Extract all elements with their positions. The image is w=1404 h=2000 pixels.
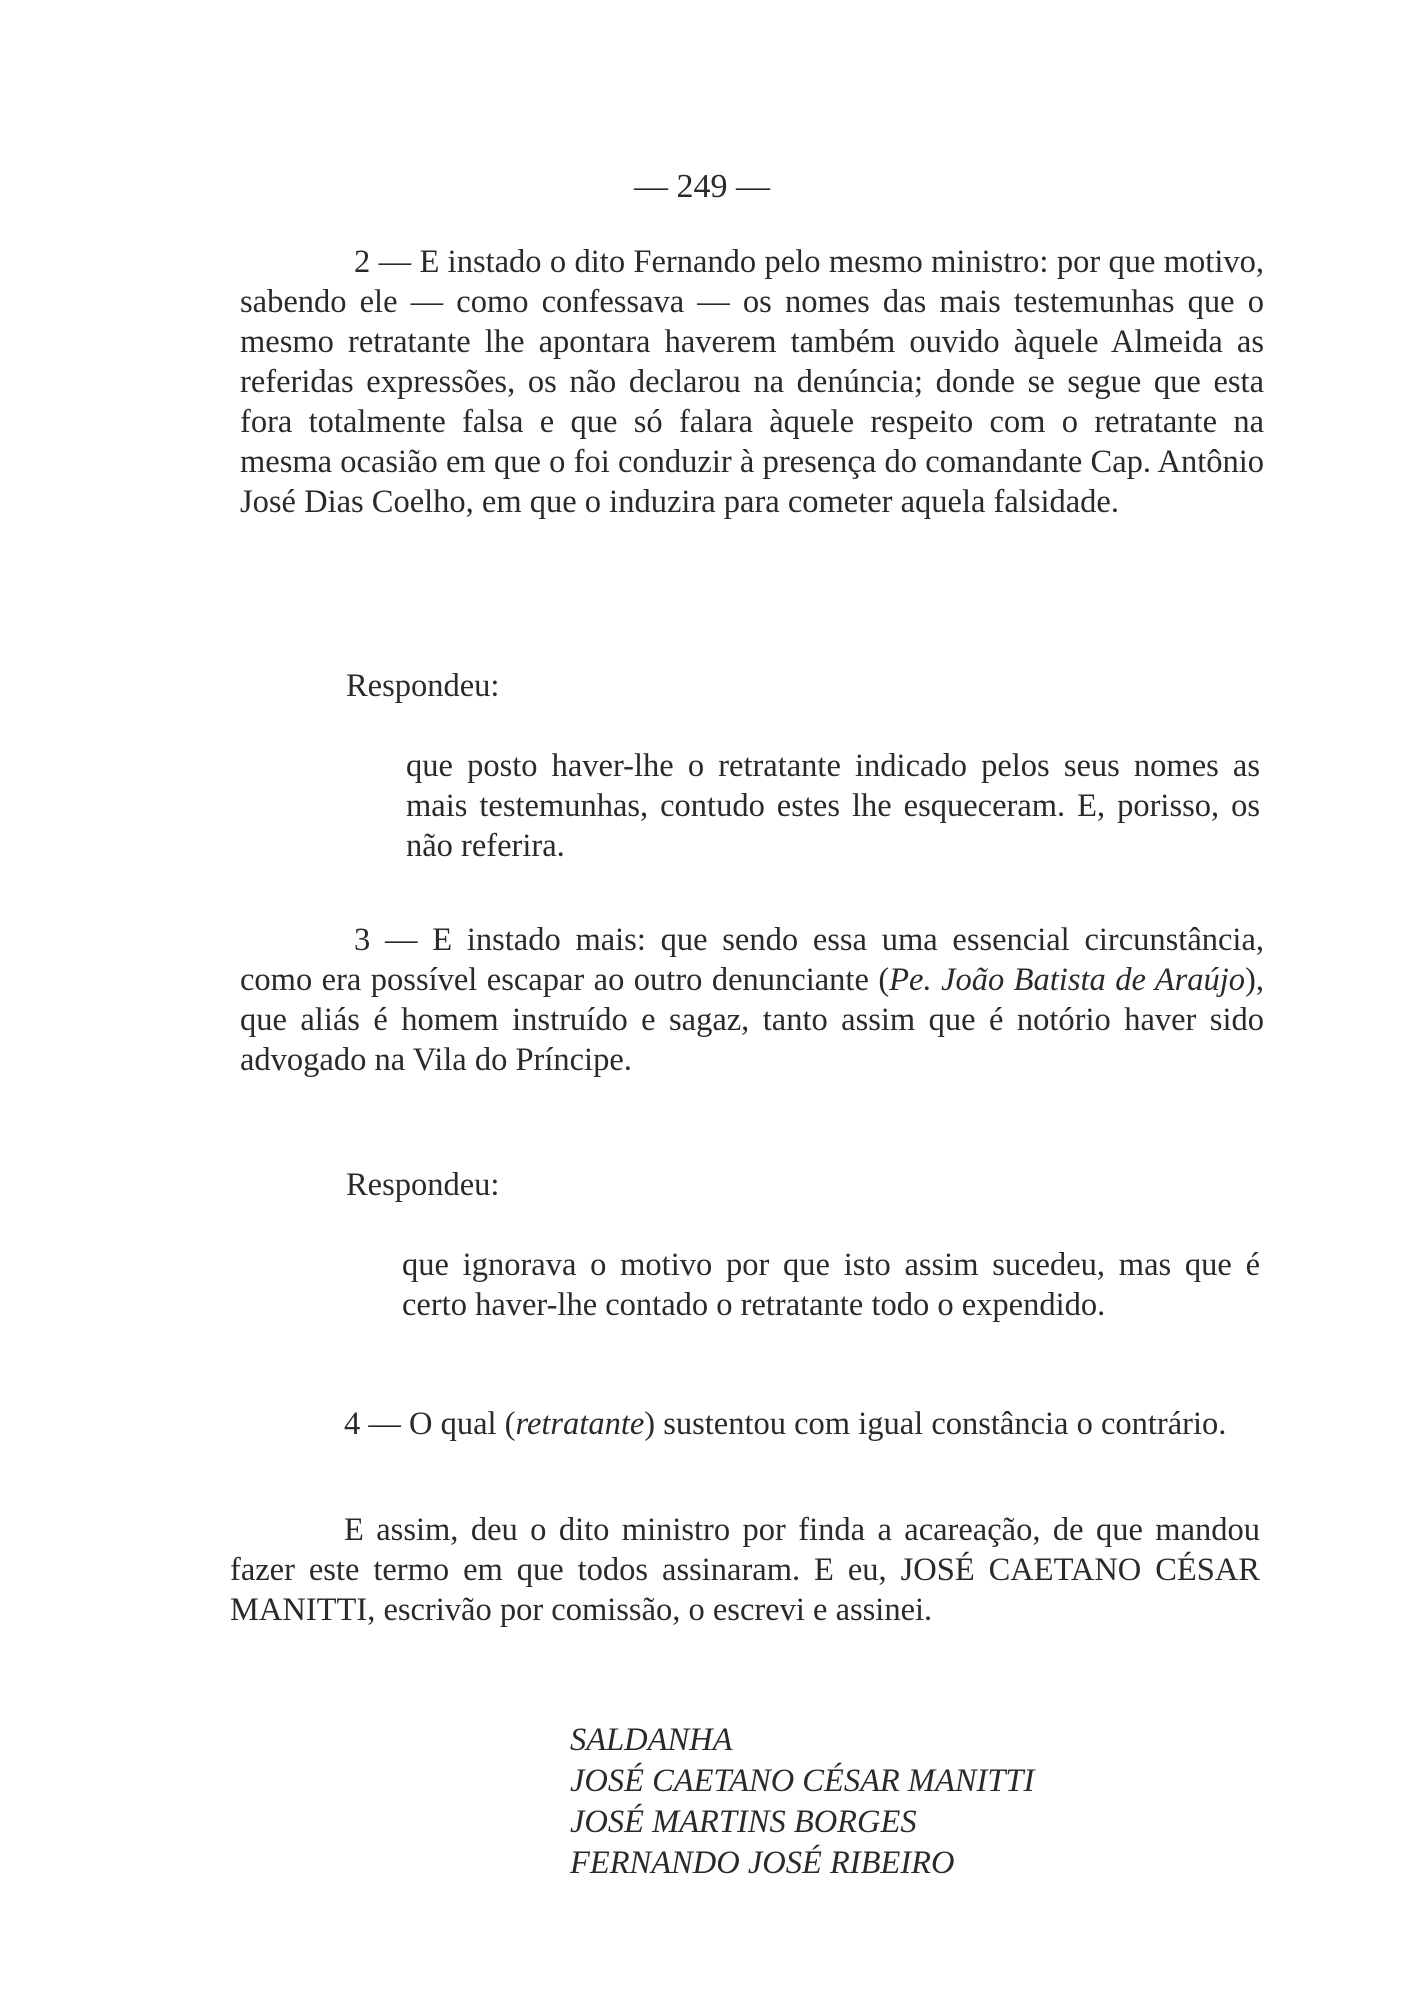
item-3-text bbox=[240, 920, 1264, 1080]
signature-line: SALDANHA bbox=[570, 1722, 733, 1758]
item-3-text-before: 3 — E instado mais: que sendo essa uma essencial circunstância, como era possível escapar ao outro denunciante ( bbox=[240, 922, 1264, 998]
page-number: — 249 — bbox=[634, 168, 770, 205]
item-4-italic-word: retratante bbox=[515, 1406, 645, 1442]
answer-1-paragraph bbox=[406, 746, 1260, 866]
answer-2-text: que ignorava o motivo por que isto assim sucedeu, mas que é certo haver-lhe contado o retratante todo o expendido. bbox=[402, 1247, 1260, 1323]
answer-1-text: que posto haver-lhe o retratante indicado pelos seus nomes as mais testemunhas, contudo estes lhe esqueceram. E, porisso, os não referira. bbox=[406, 748, 1260, 864]
item-3-italic-name: Pe. João Batista de Araújo bbox=[889, 962, 1246, 998]
item-4-paragraph bbox=[230, 1404, 1260, 1444]
item-2-paragraph bbox=[240, 242, 1264, 522]
item-2-text: 2 — E instado o dito Fernando pelo mesmo ministro: por que motivo, sabendo ele — como confessava — os nomes das mais testemunhas que o mesmo retratante lhe apontara haverem também ouvido àquele Almeida as referidas expressões, os não declarou na denúncia; donde se segue que esta fora totalmente falsa e que só falara àquele respeito com o retratante na mesma ocasião em que o foi conduzir à presença do comandante Cap. Antônio José Dias Coelho, em que o induzira para cometer aquela falsidade. bbox=[240, 244, 1264, 520]
signature-line: FERNANDO JOSÉ RIBEIRO bbox=[570, 1845, 955, 1881]
item-3-paragraph bbox=[240, 920, 1264, 1080]
signature-line: JOSÉ MARTINS BORGES bbox=[570, 1804, 917, 1840]
item-4-text-after: ) sustentou com igual constância o contrário. bbox=[644, 1406, 1227, 1442]
respondeu-label-1: Respondeu: bbox=[346, 668, 500, 704]
item-4-text bbox=[230, 1404, 1260, 1444]
closing-paragraph bbox=[230, 1510, 1260, 1630]
item-3-text-after: ), que aliás é homem instruído e sagaz, tanto assim que é notório haver sido advogado na Vila do Príncipe. bbox=[240, 962, 1264, 1078]
respondeu-label-2: Respondeu: bbox=[346, 1167, 500, 1203]
answer-2-paragraph bbox=[402, 1245, 1260, 1325]
item-4-text-before: 4 — O qual ( bbox=[344, 1406, 516, 1442]
signature-list bbox=[570, 1720, 1034, 1884]
signature-line: JOSÉ CAETANO CÉSAR MANITTI bbox=[570, 1763, 1035, 1799]
closing-text: E assim, deu o dito ministro por finda a acareação, de que mandou fazer este termo em que todos assinaram. E eu, JOSÉ CAETANO CÉSAR MANITTI, escrivão por comissão, o escrevi e assinei. bbox=[230, 1512, 1260, 1628]
